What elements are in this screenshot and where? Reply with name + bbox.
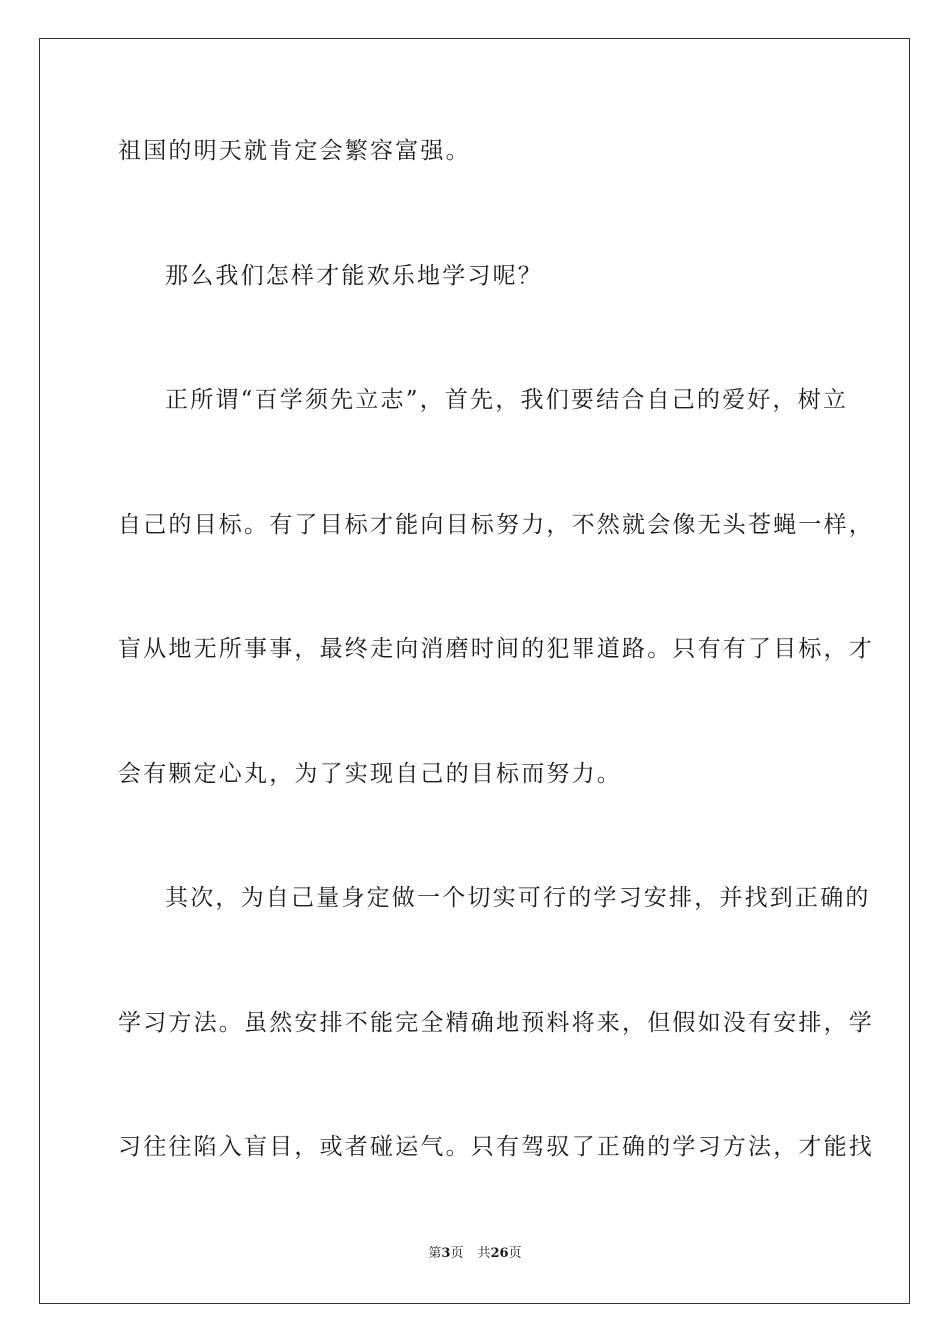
body-line-9: 习往往陷入盲目，或者碰运气。只有驾驭了正确的学习方法，才能找 <box>118 1134 874 1160</box>
body-line-6: 会有颗定心丸，为了实现自己的目标而努力。 <box>118 761 622 787</box>
body-line-3: 正所谓“百学须先立志”，首先，我们要结合自己的爱好，树立 <box>165 387 849 413</box>
footer-page-suffix: 页 <box>450 1246 464 1261</box>
body-line-8: 学习方法。虽然安排不能完全精确地预料将来，但假如没有安排，学 <box>118 1010 874 1036</box>
body-line-5: 盲从地无所事事，最终走向消磨时间的犯罪道路。只有有了目标，才 <box>118 636 874 662</box>
footer-total-pages: 26 <box>490 1246 509 1261</box>
body-line-1: 祖国的明天就肯定会繁容富强。 <box>118 138 471 164</box>
footer-page-number: 3 <box>441 1246 451 1261</box>
page-border <box>39 38 910 1304</box>
page-footer <box>0 1245 950 1263</box>
body-line-7: 其次，为自己量身定做一个切实可行的学习安排，并找到正确的 <box>165 885 871 911</box>
body-line-2: 那么我们怎样才能欢乐地学习呢？ <box>165 263 543 289</box>
footer-page-prefix: 第 <box>428 1246 442 1261</box>
footer-total-prefix: 共 <box>477 1246 491 1261</box>
footer-total-suffix: 页 <box>508 1246 522 1261</box>
body-line-4: 自己的目标。有了目标才能向目标努力，不然就会像无头苍蝇一样， <box>118 512 874 538</box>
